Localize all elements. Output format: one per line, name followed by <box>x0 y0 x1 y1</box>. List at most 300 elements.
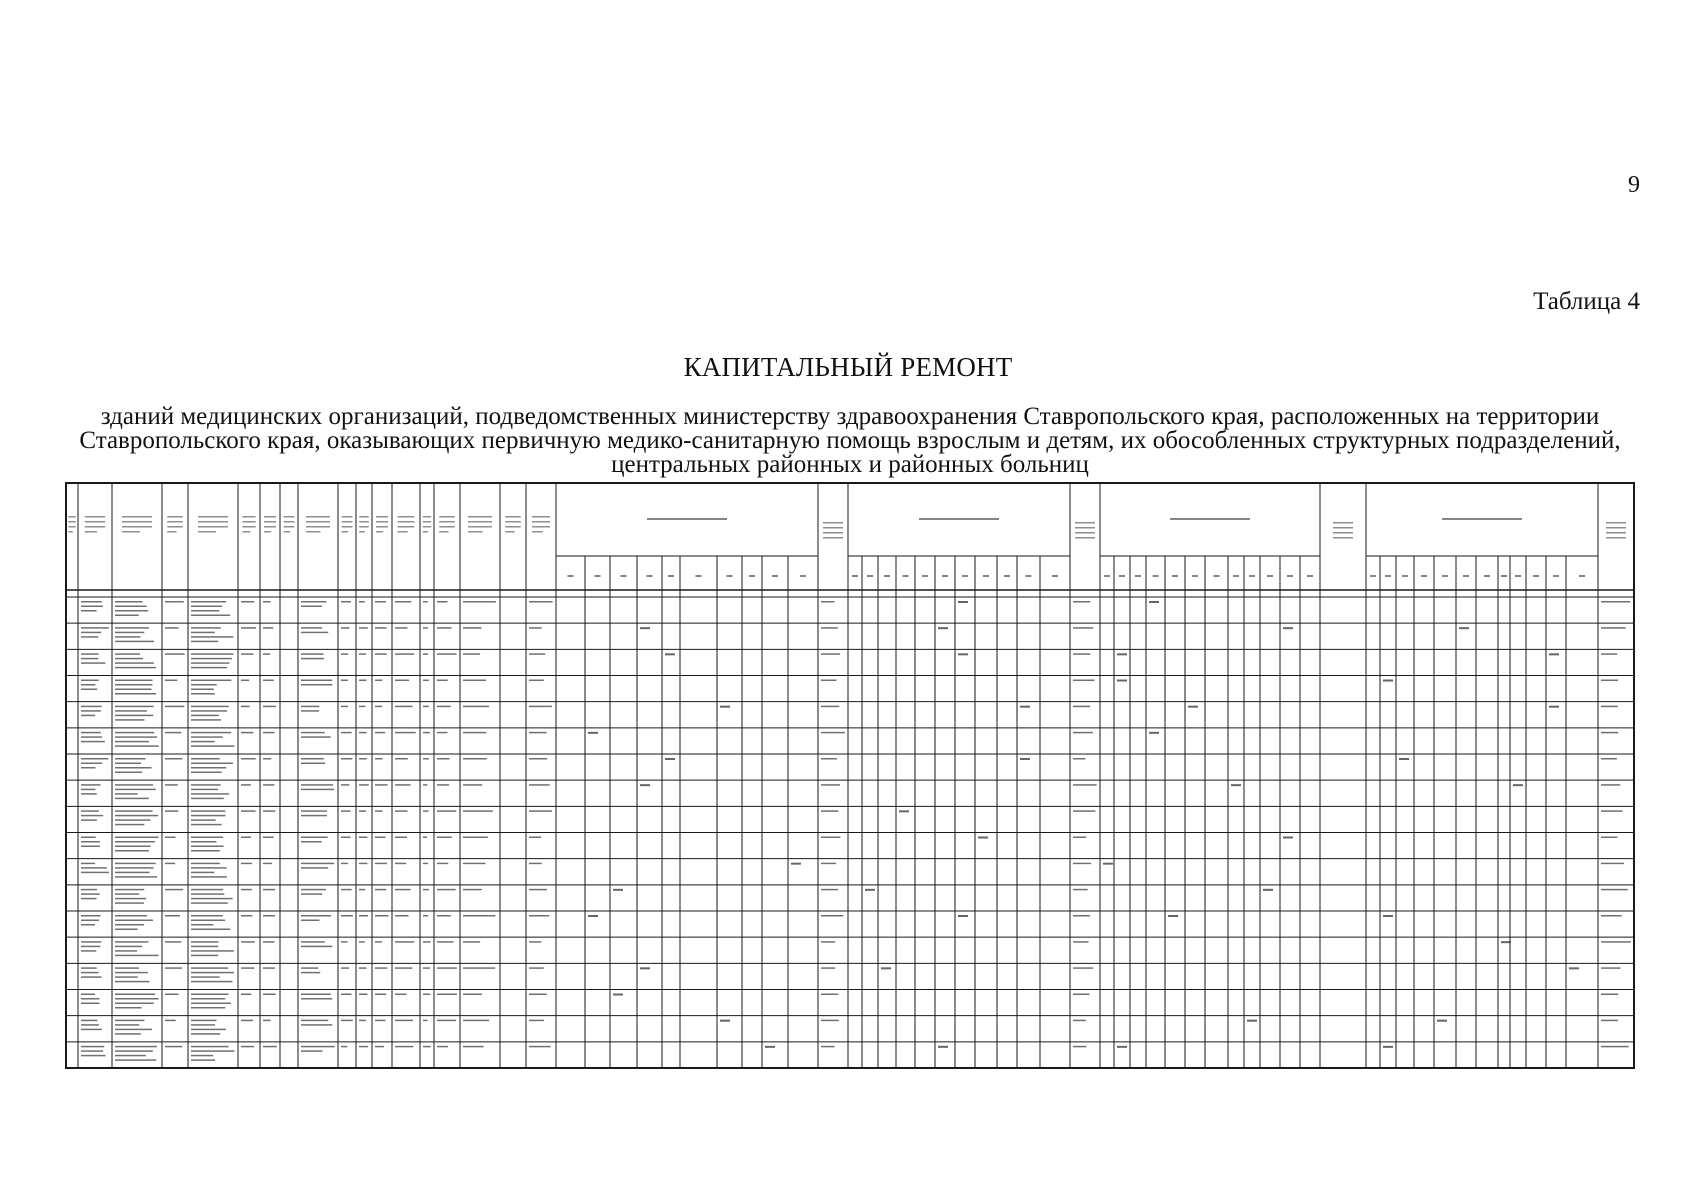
column-header-text <box>198 531 216 533</box>
cell-text <box>81 920 99 922</box>
cell-value <box>1103 863 1113 865</box>
cell-text <box>821 1020 839 1022</box>
cell-text <box>423 627 428 629</box>
column-header-text <box>264 531 271 533</box>
cell-text <box>1601 784 1620 786</box>
cell-text <box>341 863 348 865</box>
cell-text <box>115 1055 146 1057</box>
cell-text <box>301 684 332 686</box>
cell-text <box>81 1024 99 1026</box>
cell-text <box>463 810 493 812</box>
column-header-text <box>823 537 843 539</box>
cell-text <box>191 1024 215 1026</box>
cell-text <box>437 967 457 969</box>
cell-text <box>359 941 365 943</box>
cell-text <box>437 915 451 917</box>
cell-text <box>437 732 448 734</box>
column-header-text <box>439 521 455 523</box>
column-header-text <box>1606 532 1626 534</box>
cell-value <box>1283 627 1293 629</box>
cell-text <box>115 615 139 617</box>
cell-text <box>529 994 547 996</box>
cell-text <box>301 763 325 765</box>
column-header-text <box>468 516 492 518</box>
cell-text <box>115 1046 157 1048</box>
cell-text <box>821 941 835 943</box>
cell-text <box>241 680 249 682</box>
cell-value <box>665 653 675 655</box>
cell-text <box>395 653 414 655</box>
cell-text <box>191 810 225 812</box>
cell-text <box>529 941 541 943</box>
column-header-text <box>376 521 388 523</box>
cell-text <box>395 863 406 865</box>
cell-text <box>529 784 550 786</box>
cell-text <box>115 1003 154 1005</box>
cell-text <box>301 815 327 817</box>
cell-value <box>1117 653 1127 655</box>
cell-text <box>115 658 143 660</box>
cell-text <box>241 706 250 708</box>
cell-text <box>423 967 430 969</box>
cell-text <box>423 994 430 996</box>
cell-text <box>359 915 368 917</box>
cell-text <box>395 627 407 629</box>
cell-text <box>423 863 428 865</box>
column-header-text <box>85 531 97 533</box>
cell-text <box>191 929 230 931</box>
cell-text <box>81 763 102 765</box>
cell-value <box>1513 784 1523 786</box>
column-header-text <box>242 526 255 528</box>
column-header-text <box>198 526 228 528</box>
column-header-text <box>284 526 295 528</box>
cell-text <box>81 710 101 712</box>
cell-text <box>1601 706 1618 708</box>
cell-text <box>81 706 102 708</box>
cell-text <box>341 941 348 943</box>
cell-text <box>463 706 489 708</box>
cell-text <box>395 994 406 996</box>
column-header-text <box>68 521 75 523</box>
cell-text <box>81 653 99 655</box>
cell-text <box>81 837 96 839</box>
column-header-text <box>423 516 431 518</box>
cell-text <box>115 732 154 734</box>
sub-header-text <box>1402 575 1408 577</box>
cell-text <box>301 732 325 734</box>
cell-text <box>375 889 386 891</box>
cell-text <box>375 810 383 812</box>
cell-text <box>301 867 328 869</box>
cell-text <box>191 998 225 1000</box>
sub-header-text <box>1026 575 1032 577</box>
cell-value <box>1399 758 1409 760</box>
cell-text <box>115 929 138 931</box>
cell-text <box>191 841 216 843</box>
cell-text <box>81 863 95 865</box>
cell-text <box>165 967 182 969</box>
cell-value <box>765 1046 775 1048</box>
cell-text <box>115 684 152 686</box>
cell-text <box>241 784 251 786</box>
cell-text <box>191 732 231 734</box>
cell-text <box>115 850 149 852</box>
cell-text <box>191 1059 215 1061</box>
cell-text <box>191 815 225 817</box>
cell-text <box>395 680 409 682</box>
sub-header-text <box>1052 575 1058 577</box>
column-header-text <box>1075 537 1095 539</box>
cell-text <box>263 837 274 839</box>
cell-text <box>437 1020 456 1022</box>
cell-text <box>529 1046 551 1048</box>
column-header-text <box>85 521 105 523</box>
cell-text <box>437 863 448 865</box>
sub-header-text <box>621 575 627 577</box>
cell-text <box>375 784 388 786</box>
cell-text <box>191 653 233 655</box>
cell-text <box>301 1046 335 1048</box>
cell-text <box>301 710 319 712</box>
cell-text <box>191 641 218 643</box>
cell-text <box>191 950 234 952</box>
cell-text <box>529 601 553 603</box>
cell-text <box>359 810 366 812</box>
cell-text <box>191 719 221 721</box>
cell-text <box>1073 706 1090 708</box>
cell-text <box>341 680 348 682</box>
cell-text <box>341 732 352 734</box>
cell-text <box>81 684 95 686</box>
cell-text <box>301 863 334 865</box>
cell-text <box>375 653 387 655</box>
cell-text <box>1601 837 1617 839</box>
cell-text <box>1073 810 1095 812</box>
sub-header-text <box>903 575 909 577</box>
cell-text <box>115 784 153 786</box>
cell-text <box>1601 889 1628 891</box>
cell-text <box>115 955 159 957</box>
cell-text <box>81 1055 106 1057</box>
cell-text <box>81 715 95 717</box>
sub-header-text <box>1172 575 1178 577</box>
column-header-text <box>167 526 183 528</box>
column-header-text <box>1333 532 1353 534</box>
cell-text <box>301 1020 328 1022</box>
column-header-text <box>122 526 152 528</box>
cell-text <box>821 680 837 682</box>
cell-text <box>341 967 349 969</box>
cell-text <box>81 789 95 791</box>
cell-text <box>191 745 234 747</box>
column-header-text <box>306 516 330 518</box>
column-header-text <box>359 531 365 533</box>
cell-text <box>115 1029 152 1031</box>
sub-header-text <box>1214 575 1220 577</box>
cell-text <box>115 632 144 634</box>
cell-text <box>395 837 407 839</box>
column-header-text <box>122 516 152 518</box>
column-header-text <box>306 526 330 528</box>
cell-text <box>529 915 549 917</box>
cell-text <box>241 601 254 603</box>
column-header-text <box>423 526 431 528</box>
cell-value <box>640 967 650 969</box>
sub-header-text <box>942 575 948 577</box>
cell-text <box>1601 680 1618 682</box>
cell-text <box>115 693 156 695</box>
cell-text <box>437 627 452 629</box>
cell-text <box>821 994 838 996</box>
cell-value <box>1188 706 1198 708</box>
column-header-text <box>359 521 369 523</box>
cell-value <box>881 967 891 969</box>
cell-text <box>115 889 144 891</box>
cell-text <box>191 1020 217 1022</box>
cell-text <box>115 653 140 655</box>
cell-text <box>241 994 251 996</box>
cell-text <box>1601 627 1626 629</box>
cell-text <box>115 627 149 629</box>
cell-text <box>115 915 147 917</box>
cell-text <box>437 653 457 655</box>
cell-text <box>375 1046 384 1048</box>
cell-text <box>821 889 838 891</box>
cell-text <box>395 889 411 891</box>
column-header-text <box>505 531 514 533</box>
cell-text <box>1073 1020 1086 1022</box>
cell-text <box>341 994 351 996</box>
cell-text <box>463 732 486 734</box>
cell-text <box>115 941 148 943</box>
cell-text <box>81 893 100 895</box>
sub-header-text <box>1119 575 1125 577</box>
cell-text <box>81 889 97 891</box>
cell-text <box>1073 1046 1086 1048</box>
cell-text <box>241 967 254 969</box>
column-header-text <box>532 531 543 533</box>
cell-text <box>375 758 383 760</box>
column-header-text <box>359 516 369 518</box>
cell-text <box>341 889 352 891</box>
cell-value <box>640 784 650 786</box>
cell-text <box>301 915 331 917</box>
cell-text <box>165 732 181 734</box>
column-header-text <box>306 531 320 533</box>
cell-text <box>359 837 367 839</box>
cell-text <box>359 889 365 891</box>
cell-text <box>115 946 142 948</box>
cell-text <box>301 998 332 1000</box>
cell-text <box>375 601 386 603</box>
cell-text <box>463 758 487 760</box>
cell-text <box>191 1055 213 1057</box>
cell-text <box>115 902 144 904</box>
cell-text <box>423 732 430 734</box>
cell-text <box>81 950 96 952</box>
cell-text <box>81 627 109 629</box>
column-header-text <box>242 516 255 518</box>
cell-text <box>191 736 223 738</box>
column-header-text <box>242 521 255 523</box>
cell-text <box>423 758 429 760</box>
cell-text <box>165 994 178 996</box>
cell-text <box>359 601 365 603</box>
sub-header-text <box>962 575 968 577</box>
cell-text <box>1073 627 1093 629</box>
cell-text <box>115 680 153 682</box>
cell-text <box>115 736 157 738</box>
cell-text <box>191 1003 231 1005</box>
column-header-text <box>1075 527 1095 529</box>
sub-header-text <box>852 575 858 577</box>
cell-text <box>359 732 367 734</box>
cell-text <box>81 1020 97 1022</box>
cell-text <box>81 994 95 996</box>
cell-text <box>165 915 180 917</box>
cell-text <box>359 758 367 760</box>
cell-text <box>359 994 367 996</box>
cell-text <box>263 994 276 996</box>
column-header-text <box>439 526 455 528</box>
column-header-text <box>359 526 369 528</box>
cell-text <box>1601 653 1617 655</box>
cell-text <box>241 941 255 943</box>
cell-text <box>437 601 448 603</box>
cell-text <box>341 837 351 839</box>
cell-text <box>341 1046 347 1048</box>
sub-header-text <box>727 575 733 577</box>
cell-text <box>115 758 146 760</box>
cell-text <box>821 810 838 812</box>
column-header-text <box>1333 537 1353 539</box>
cell-text <box>301 784 333 786</box>
cell-text <box>191 893 224 895</box>
cell-text <box>529 627 542 629</box>
cell-text <box>191 758 220 760</box>
cell-text <box>191 1029 226 1031</box>
cell-text <box>191 867 227 869</box>
page-number: 9 <box>1628 172 1640 198</box>
sub-header-text <box>1307 575 1313 577</box>
column-header-text <box>264 516 276 518</box>
cell-text <box>115 601 142 603</box>
cell-value <box>1149 732 1159 734</box>
column-header-text <box>342 516 353 518</box>
cell-text <box>81 662 105 664</box>
sub-header-text <box>1135 575 1141 577</box>
cell-text <box>341 1020 353 1022</box>
cell-text <box>1073 994 1090 996</box>
cell-text <box>81 998 99 1000</box>
cell-text <box>1073 889 1088 891</box>
cell-text <box>115 950 137 952</box>
cell-text <box>191 819 216 821</box>
cell-text <box>463 680 486 682</box>
cell-text <box>191 1007 225 1009</box>
cell-text <box>263 810 275 812</box>
cell-text <box>263 784 274 786</box>
cell-text <box>359 967 367 969</box>
cell-text <box>395 1046 413 1048</box>
cell-text <box>165 837 176 839</box>
cell-text <box>301 736 331 738</box>
sub-header-text <box>696 575 702 577</box>
sub-header-text <box>772 575 778 577</box>
column-header-text <box>68 531 72 533</box>
cell-text <box>115 920 153 922</box>
cell-text <box>115 872 150 874</box>
cell-text <box>81 632 101 634</box>
cell-text <box>341 601 351 603</box>
cell-text <box>191 824 222 826</box>
column-header-text <box>198 521 228 523</box>
cell-text <box>529 837 541 839</box>
cell-text <box>115 876 157 878</box>
cell-text <box>191 863 220 865</box>
cell-text <box>395 810 408 812</box>
cell-text <box>165 1046 182 1048</box>
cell-text <box>395 915 409 917</box>
cell-text <box>1601 941 1631 943</box>
column-header-text <box>342 526 353 528</box>
cell-text <box>191 981 232 983</box>
cell-text <box>437 837 452 839</box>
sub-header-text <box>1484 575 1490 577</box>
cell-text <box>115 893 139 895</box>
cell-text <box>165 680 177 682</box>
cell-text <box>191 680 231 682</box>
cell-value <box>1247 1020 1257 1022</box>
cell-text <box>241 837 251 839</box>
cell-text <box>165 1020 176 1022</box>
cell-text <box>437 1046 448 1048</box>
column-header-text <box>398 526 415 528</box>
cell-text <box>241 1046 254 1048</box>
sub-header-text <box>1249 575 1255 577</box>
column-header-text <box>68 516 75 518</box>
cell-text <box>115 610 148 612</box>
cell-text <box>375 627 387 629</box>
sub-header-text <box>1501 575 1507 577</box>
cell-text <box>263 941 274 943</box>
cell-text <box>437 941 454 943</box>
cell-text <box>1073 758 1085 760</box>
cell-text <box>81 601 102 603</box>
cell-text <box>395 732 416 734</box>
cell-value <box>1117 1046 1127 1048</box>
cell-value <box>1020 706 1030 708</box>
column-header-text <box>823 522 843 524</box>
cell-text <box>821 915 843 917</box>
cell-text <box>81 758 108 760</box>
cell-text <box>375 967 387 969</box>
cell-text <box>115 606 147 608</box>
cell-text <box>241 915 252 917</box>
cell-text <box>81 606 103 608</box>
cell-text <box>263 680 274 682</box>
cell-text <box>821 653 840 655</box>
cell-text <box>81 636 98 638</box>
sub-header-text <box>595 575 601 577</box>
column-header-text <box>398 516 415 518</box>
cell-text <box>359 653 366 655</box>
cell-text <box>1073 941 1089 943</box>
cell-text <box>263 653 270 655</box>
column-header-text <box>167 516 183 518</box>
cell-text <box>341 784 349 786</box>
